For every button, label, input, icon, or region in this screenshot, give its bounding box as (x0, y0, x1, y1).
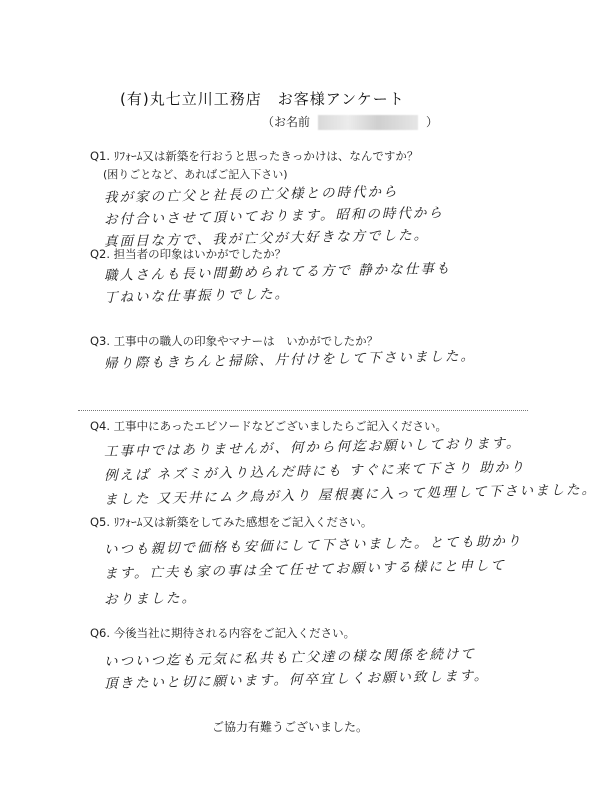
closing-message: ご協力有難うございました。 (212, 720, 369, 734)
question-2: Q2. 担当者の印象はいかがでしたか？ (90, 247, 287, 261)
answer-2-line-1: 職人さんも長い間勤められてる方で 静かな仕事も (103, 260, 452, 284)
redacted-name-block (318, 115, 418, 130)
form-title: (有)丸七立川工務店 お客様アンケート (120, 90, 405, 108)
answer-5-line-1: いつも親切で価格も安価にして下さいました。とても助かり (103, 533, 523, 558)
question-1-hint: (困りごとなど、あればご記入下さい) (103, 168, 288, 181)
answer-5-line-2: ます。亡夫も家の事は全て任せてお願いする様にと申して (103, 557, 507, 582)
question-6: Q6. 今後当社に期待される内容をご記入ください。 (90, 626, 356, 640)
name-label-close: ） (426, 115, 439, 129)
answer-5-line-3: おりました。 (103, 590, 198, 608)
answer-6-line-1: いついつ迄も元気に私共も亡父達の様な関係を続けて (103, 646, 477, 670)
name-label-open: （お名前 (262, 115, 311, 129)
answer-6-line-2: 頂きたいと切に願います。何卒宜しくお願い致します。 (103, 667, 490, 692)
answer-4-line-2: 例えば ネズミが入り込んだ時にも すぐに来て下さり 助かり (103, 459, 526, 484)
customer-name-row (262, 113, 438, 130)
question-4: Q4. 工事中にあったエピソードなどございましたらご記入ください。 (90, 419, 448, 433)
answer-4-line-3: ました 又天井にムク鳥が入り 屋根裏に入って処理して下さいました。 (103, 481, 598, 508)
answer-4-line-1: 工事中ではありませんが、何から何迄お願いしております。 (103, 435, 522, 460)
answer-1-line-1: 我が家の亡父と社長の亡父様との時代から (103, 183, 399, 206)
answer-1-line-2: お付合いさせて頂いております。昭和の時代から (103, 204, 445, 228)
question-5: Q5. ﾘﾌｫｰﾑ又は新築をしてみた感想をご記入ください。 (90, 515, 373, 529)
answer-2-line-2: 丁ねいな仕事振りでした。 (103, 286, 291, 306)
answer-1-line-3: 真面目な方で、我が亡父が大好きな方でした。 (103, 227, 430, 250)
answer-3-line-1: 帰り際もきちんと掃除、片付けをして下さいました。 (103, 348, 477, 372)
question-1: Q1. ﾘﾌｫｰﾑ又は新築を行おうと思ったきっかけは、なんですか？ (90, 149, 419, 163)
question-3: Q3. 工事中の職人の印象やマナーは いかがでしたか？ (90, 334, 379, 348)
divider-line (78, 410, 528, 411)
